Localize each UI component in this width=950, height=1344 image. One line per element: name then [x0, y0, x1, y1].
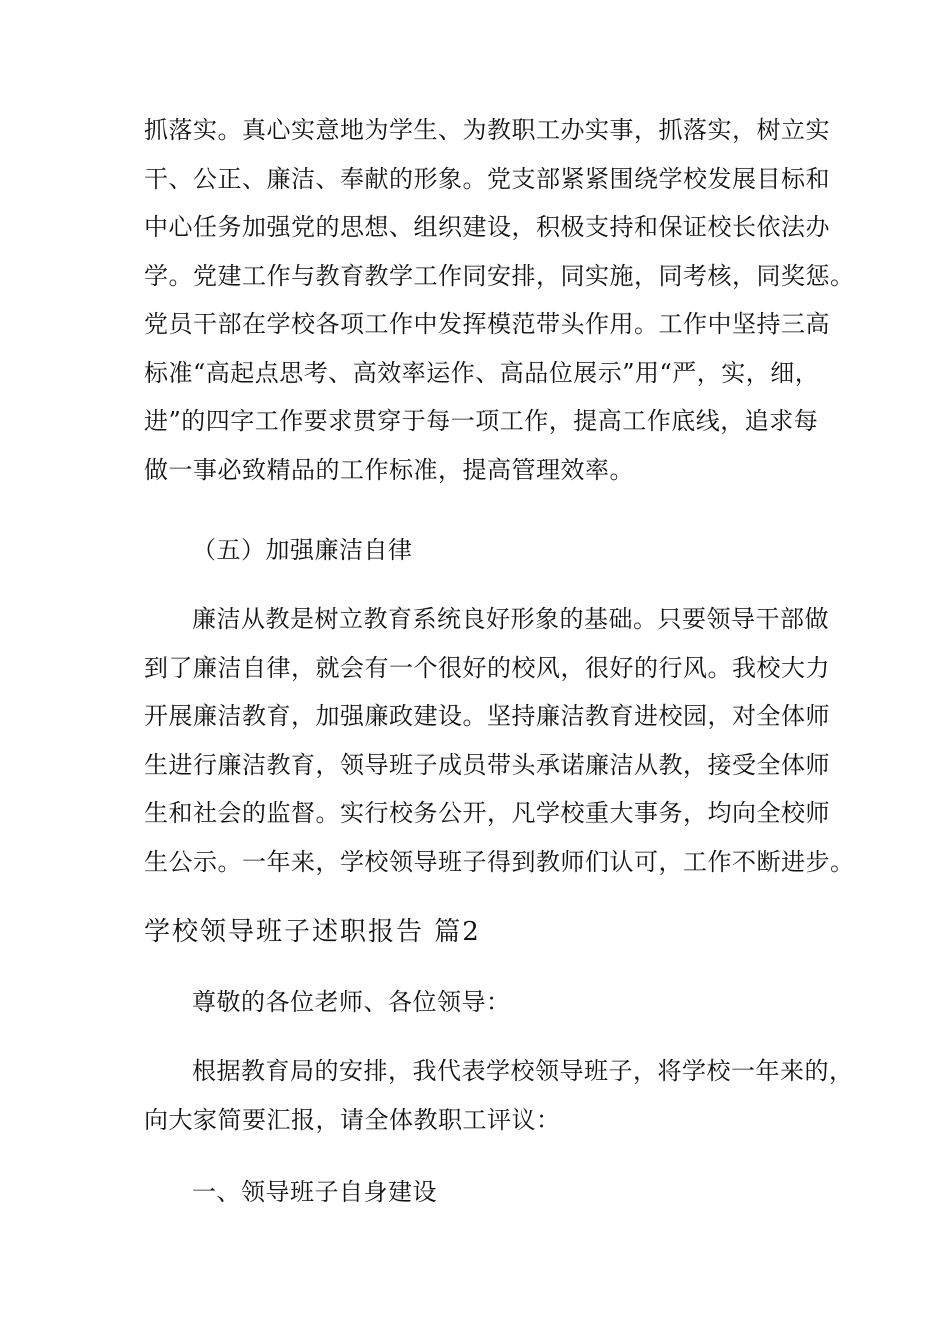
text-line: 生和社会的监督。实行校务公开，凡学校重大事务，均向全校师 — [144, 799, 830, 827]
text-line: 做一事必致精品的工作标准，提高管理效率。 — [144, 455, 634, 484]
paragraph-introduction — [144, 1047, 854, 1144]
text-line: 廉洁从教是树立教育系统良好形象的基础。只要领导干部做 — [192, 605, 829, 633]
text-line: 开展廉洁教育，加强廉政建设。坚持廉洁教育进校园，对全体师 — [144, 702, 830, 730]
text-line: 进”的四字工作要求贯穿于每一项工作，提高工作底线，追求每 — [144, 407, 819, 435]
salutation: 尊敬的各位老师、各位领导： — [192, 988, 511, 1016]
text-line: 生公示。一年来，学校领导班子得到教师们认可，工作不断进步。 — [144, 847, 855, 876]
text-line: 党员干部在学校各项工作中发挥模范带头作用。工作中坚持三高 — [144, 310, 830, 338]
text-line: 干、公正、廉洁、奉献的形象。党支部紧紧围绕学校发展目标和 — [144, 164, 830, 193]
text-line: 学。党建工作与教育教学工作同安排，同实施，同考核，同奖惩。 — [144, 261, 855, 290]
paragraph-party-building — [144, 106, 855, 494]
text-line: 标准“高起点思考、高效率运作、高品位展示”用“严，实，细， — [144, 358, 820, 387]
text-line: 生进行廉洁教育，领导班子成员带头承诺廉洁从教，接受全体师 — [144, 750, 830, 779]
text-line: 根据教育局的安排，我代表学校领导班子，将学校一年来的， — [192, 1057, 854, 1085]
section-title-five: （五）加强廉洁自律 — [192, 536, 413, 564]
section-title-one: 一、领导班子自身建设 — [192, 1178, 437, 1206]
report-heading-part-2: 学校领导班子述职报告 篇2 — [144, 917, 481, 947]
text-line: 到了廉洁自律，就会有一个很好的校风，很好的行风。我校大力 — [144, 653, 830, 682]
text-line: 向大家简要汇报，请全体教职工评议： — [144, 1105, 561, 1134]
text-line: 抓落实。真心实意地为学生、为教职工办实事，抓落实，树立实 — [144, 116, 830, 144]
paragraph-integrity — [144, 595, 855, 886]
text-line: 中心任务加强党的思想、组织建设，积极支持和保证校长依法办 — [144, 213, 830, 241]
